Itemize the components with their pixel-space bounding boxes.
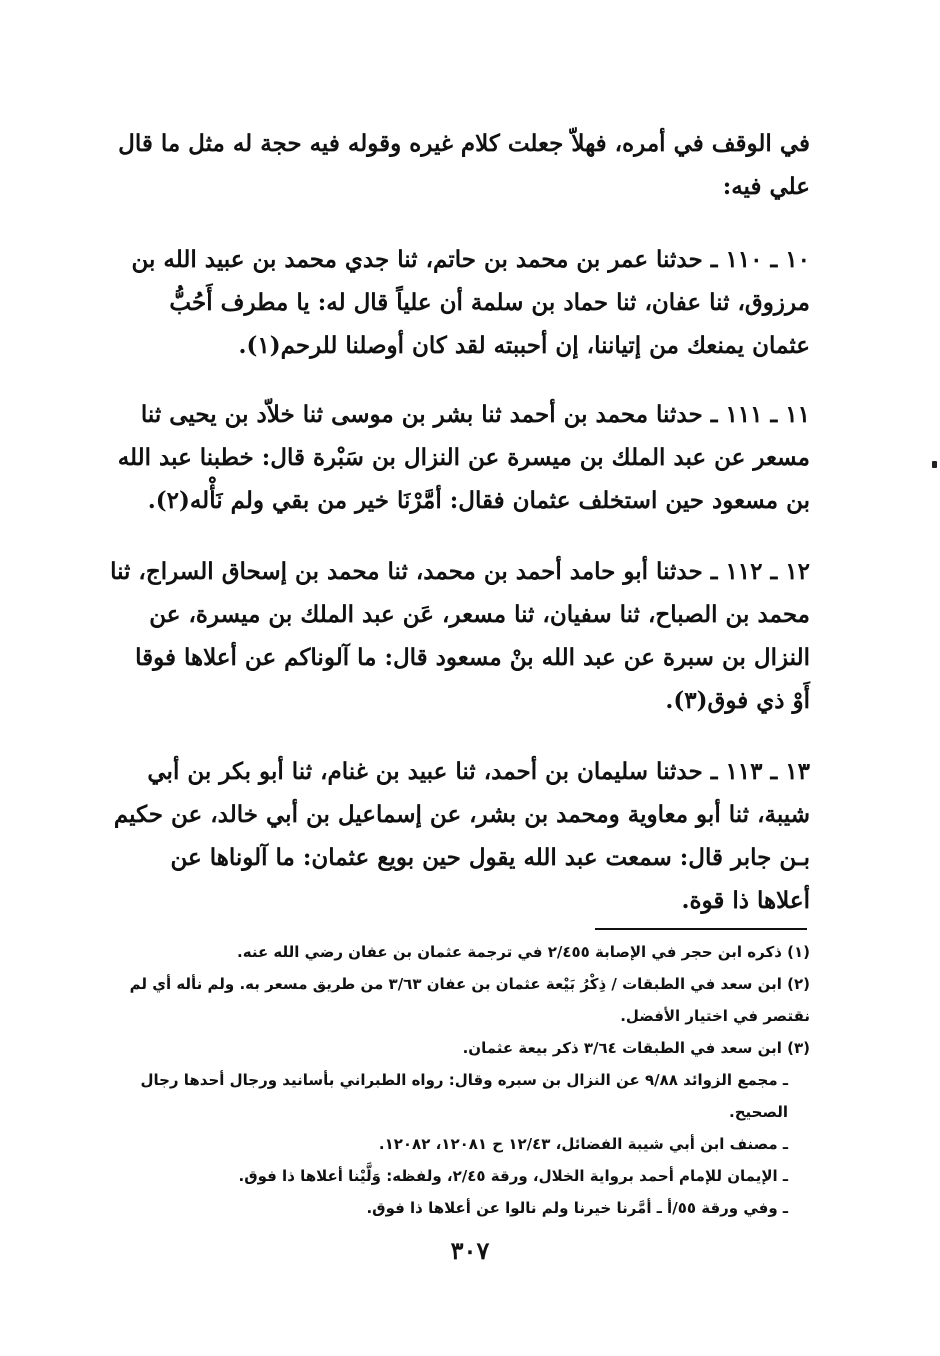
paragraph-text: في الوقف في أمره، فهلاّ جعلت كلام غيره وقوله فيه حجة له مثل ما قال علي فيه: (118, 130, 810, 200)
footnote-3-source-waraqa: ـ وفي ورقة ٥٥/أ ـ أمَّرنا خيرنا ولم نالوا عن أعلاها ذا فوق. (366, 1199, 788, 1217)
footnote-separator (595, 928, 807, 930)
paragraph-text: ١٢ ـ ١١٢ ـ حدثنا أبو حامد أحمد بن محمد، ثنا محمد بن إسحاق السراج، ثنا محمد بن الصباح، ثنا سفيان، ثنا مسعر، عَن عبد الملك بن ميسرة، عن النزال بن سبرة عن عبد الله بنْ مسعود قال: ما آلوناكم عن أعلاها فوقا أَوْ ذي فوق(٣). (110, 558, 810, 714)
scan-speck (932, 461, 937, 468)
paragraph-text: ١٠ ـ ١١٠ ـ حدثنا عمر بن محمد بن حاتم، ثنا جدي محمد بن عبيد الله بن مرزوق، ثنا عفان، ثنا حماد بن سلمة أن علياً قال له: يا مطرف أَحُبُّ عثمان يمنعك من إتياننا، إن أحببته لقد كان أوصلنا للرحم(١). (131, 246, 810, 359)
hadith-paragraph-112 (110, 550, 810, 722)
hadith-paragraph-110 (110, 238, 810, 367)
paragraph-text: ١٣ ـ ١١٣ ـ حدثنا سليمان بن أحمد، ثنا عبيد بن غنام، ثنا أبو بكر بن أبي شيبة، ثنا أبو معاوية ومحمد بن بشر، عن إسماعيل بن أبي خالد، عن حكيم بـن جابر قال: سمعت عبد الله يقول حين بويع عثمان: ما آلوناها عن أعلاها ذا قوة. (113, 758, 810, 914)
main-paragraph-intro (110, 122, 810, 208)
footnote-3-source-iman: ـ الإيمان للإمام أحمد برواية الخلال، ورقة ٢/٤٥، ولفظه: وَلَّيْنا أعلاها ذا فوق. (238, 1167, 788, 1185)
footnote-3-source-majma: ـ مجمع الزوائد ٩/٨٨ عن النزال بن سبره وقال: رواه الطبراني بأسانيد ورجال أحدها رجال الصحيح. (140, 1071, 788, 1121)
footnote-2: (٢) ابن سعد في الطبقات / ذِكْرُ بَيْعة عثمان بن عفان ٣/٦٣ من طريق مسعر به. ولم نأله أي لم نقتصر في اختيار الأفضل. (129, 975, 810, 1025)
paragraph-text: ١١ ـ ١١١ ـ حدثنا محمد بن أحمد ثنا بشر بن موسى ثنا خلاّد بن يحيى ثنا مسعر عن عبد الملك بن ميسرة عن النزال بن سَبْرة قال: خطبنا عبد الله بن مسعود حين استخلف عثمان فقال: أمَّرْنَا خير من بقي ولم نَأْله(٢). (117, 401, 810, 514)
footnotes-section (110, 936, 810, 1224)
footnote-3-source-musannaf: ـ مصنف ابن أبي شيبة الفضائل، ١٢/٤٣ ح ١٢٠٨١، ١٢٠٨٢. (378, 1135, 788, 1153)
footnote-1: (١) ذكره ابن حجر في الإصابة ٢/٤٥٥ في ترجمة عثمان بن عفان رضي الله عنه. (237, 943, 810, 961)
footnote-3: (٣) ابن سعد في الطبقات ٣/٦٤ ذكر بيعة عثمان. (462, 1039, 810, 1057)
page-number: ٣٠٧ (450, 1236, 490, 1265)
hadith-paragraph-111 (110, 393, 810, 522)
hadith-paragraph-113 (110, 750, 810, 922)
